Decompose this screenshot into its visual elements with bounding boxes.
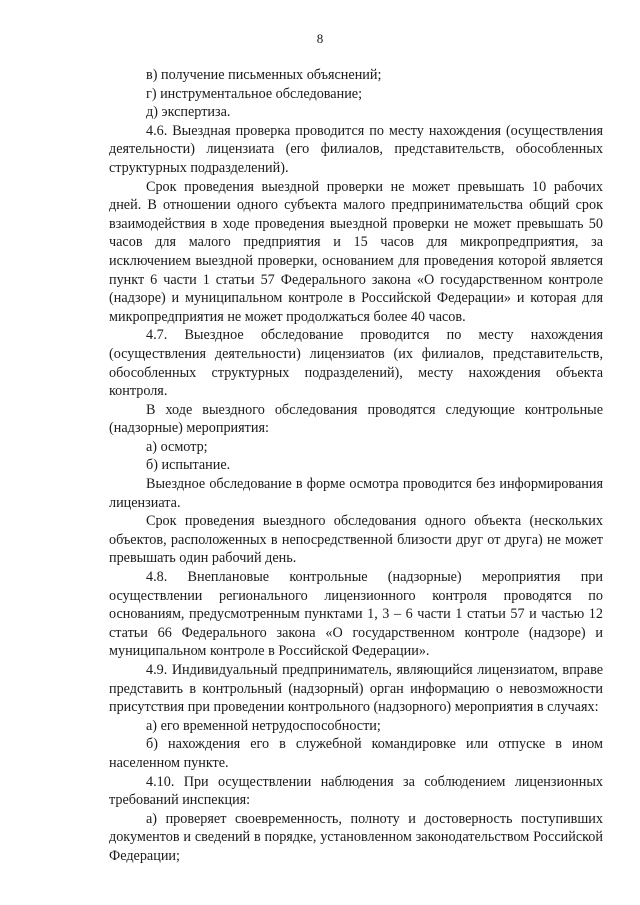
paragraph-4-7-inspection: Выездное обследование в форме осмотра проводится без информирования лицензиата. <box>109 476 603 511</box>
paragraph-4-7-term: Срок проведения выездного обследования одного объекта (нескольких объектов, расположенных в непосредственной близости друг от друга) не может превышать один рабочий день. <box>109 513 603 567</box>
paragraph-4-6-term: Срок проведения выездной проверки не может превышать 10 рабочих дней. В отношении одного субъекта малого предпринимательства общий срок взаимодействия в ходе проведения выездной проверки не может превышать 50 часов для малого предприятия и 15 часов для микропредприятия, за исключением выездной проверки, основанием для проведения которой является пункт 6 части 1 статьи 57 Федерального закона «О государственном контроле (надзоре) и муниципальном контроле в Российской Федерации» и которая для микропредприятия не может продолжаться более 40 часов. <box>109 178 603 325</box>
paragraph-4-7-measures: В ходе выездного обследования проводятся следующие контрольные (надзорные) мероприятия: <box>109 401 603 437</box>
paragraph-4-9-a: а) его временной нетрудоспособности; <box>146 717 381 734</box>
paragraph-4-8: 4.8. Внеплановые контрольные (надзорные) мероприятия при осуществлении регионального лицензионного контроля проводятся по основаниям, предусмотренным пунктами 1, 3 – 6 части 1 статьи 57 и частью 12 статьи 66 Федерального закона «О государственном контроле (надзоре) и муниципальном контроле в Российской Федерации». <box>109 569 603 660</box>
paragraph-4-10: 4.10. При осуществлении наблюдения за соблюдением лицензионных требований инспекция: <box>109 773 603 809</box>
paragraph-4-9-b: б) нахождения его в служебной командировке или отпуске в ином населенном пункте. <box>109 736 603 771</box>
paragraph-4-10-a: а) проверяет своевременность, полноту и достоверность поступивших документов и сведений в порядке, установленном законодательством Российской Федерации; <box>109 810 603 864</box>
paragraph-4-7-a: а) осмотр; <box>146 438 208 455</box>
paragraph-3v: в) получение письменных объяснений; <box>146 67 382 83</box>
paragraph-3g: г) инструментальное обследование; <box>146 85 363 102</box>
document-body <box>109 66 603 866</box>
paragraph-4-6: 4.6. Выездная проверка проводится по месту нахождения (осуществления деятельности) лицензиата (его филиалов, представительств, обособленных структурных подразделений). <box>109 122 603 176</box>
paragraph-3d: д) экспертиза. <box>146 104 231 121</box>
page-number: 8 <box>316 31 324 46</box>
paragraph-4-9: 4.9. Индивидуальный предприниматель, являющийся лицензиатом, вправе представить в контрольный (надзорный) орган информацию о невозможности присутствия при проведении контрольного (надзорного) мероприятия в случаях: <box>109 662 603 716</box>
paragraph-4-7: 4.7. Выездное обследование проводится по месту нахождения (осуществления деятельности) лицензиатов (их филиалов, представительств, обособленных структурных подразделений), месту нахождения объекта контроля. <box>109 327 603 400</box>
paragraph-4-7-b: б) испытание. <box>146 457 231 474</box>
